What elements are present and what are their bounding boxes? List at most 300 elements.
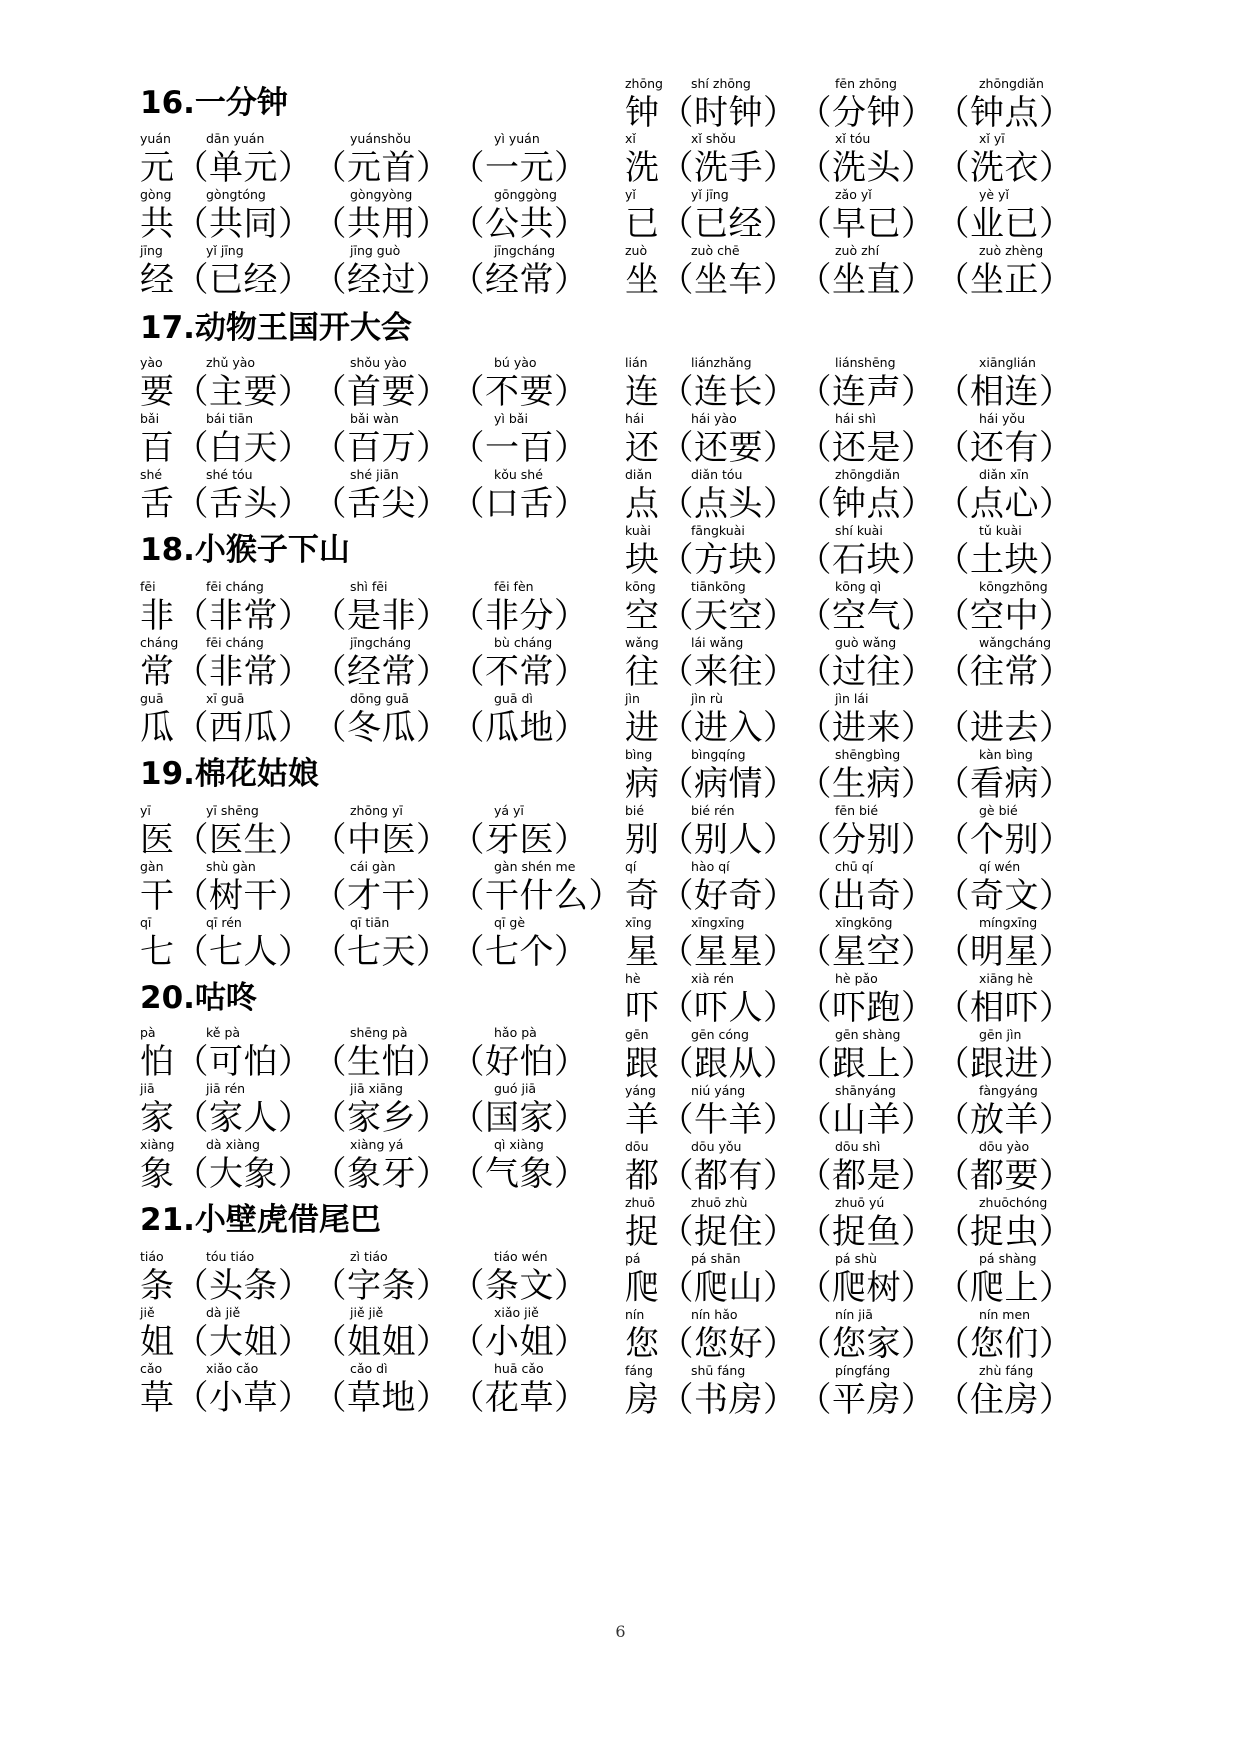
pinyin-line xyxy=(140,242,589,260)
hanzi-line xyxy=(625,1212,1074,1252)
word: 口舌 xyxy=(485,484,554,524)
word-pinyin: bìngqíng xyxy=(691,747,746,762)
lesson-heading: 20.咕咚 xyxy=(140,980,257,1016)
close-paren: ） xyxy=(1039,820,1074,860)
word-pinyin: xī guā xyxy=(206,691,245,706)
open-paren: （ xyxy=(935,932,970,972)
hanzi-line xyxy=(140,1154,589,1194)
word-pinyin: xǐ shǒu xyxy=(691,131,736,146)
word-pinyin: yì bǎi xyxy=(494,411,528,426)
word-pinyin: tiānkōng xyxy=(691,579,746,594)
word: 家乡 xyxy=(347,1098,416,1138)
hanzi-line xyxy=(625,1100,1074,1140)
head-character: 爬 xyxy=(625,1268,660,1308)
head-pinyin: yī xyxy=(140,803,151,818)
close-paren: ） xyxy=(278,204,313,244)
word-pinyin: píngfáng xyxy=(835,1363,891,1378)
open-paren: （ xyxy=(659,764,694,804)
close-paren: ） xyxy=(1039,932,1074,972)
open-paren: （ xyxy=(174,372,209,412)
pinyin-line xyxy=(625,1026,1074,1044)
close-paren: ） xyxy=(416,932,451,972)
open-paren: （ xyxy=(659,204,694,244)
open-paren: （ xyxy=(450,148,485,188)
close-paren: ） xyxy=(416,1322,451,1362)
word: 可怕 xyxy=(209,1042,278,1082)
word: 瓜地 xyxy=(485,708,554,748)
head-character: 常 xyxy=(140,652,175,692)
head-character: 坐 xyxy=(625,260,660,300)
close-paren: ） xyxy=(554,428,589,468)
close-paren: ） xyxy=(763,1156,798,1196)
word-pinyin: gēn cóng xyxy=(691,1027,749,1042)
vocab-row xyxy=(625,75,1074,137)
close-paren: ） xyxy=(554,596,589,636)
head-pinyin: zhuō xyxy=(625,1195,656,1210)
open-paren: （ xyxy=(935,596,970,636)
word: 还有 xyxy=(970,428,1039,468)
pinyin-line xyxy=(140,354,589,372)
vocab-row xyxy=(625,522,1074,584)
word-pinyin: bú yào xyxy=(494,355,537,370)
word-pinyin: jīng guò xyxy=(350,243,401,258)
word: 一百 xyxy=(485,428,554,468)
pinyin-line xyxy=(625,354,1074,372)
hanzi-line xyxy=(625,148,1074,188)
word: 早已 xyxy=(832,204,901,244)
open-paren: （ xyxy=(935,1324,970,1364)
close-paren: ） xyxy=(278,652,313,692)
word: 好奇 xyxy=(694,876,763,916)
close-paren: ） xyxy=(416,1378,451,1418)
pinyin-line xyxy=(625,242,1074,260)
open-paren: （ xyxy=(312,596,347,636)
word-pinyin: qí wén xyxy=(979,859,1021,874)
word: 冬瓜 xyxy=(347,708,416,748)
open-paren: （ xyxy=(797,1100,832,1140)
open-paren: （ xyxy=(450,1098,485,1138)
head-pinyin: cǎo xyxy=(140,1361,163,1376)
head-pinyin: hái xyxy=(625,411,645,426)
close-paren: ） xyxy=(1039,1212,1074,1252)
open-paren: （ xyxy=(935,1100,970,1140)
word: 西瓜 xyxy=(209,708,278,748)
word: 别人 xyxy=(694,820,763,860)
open-paren: （ xyxy=(659,372,694,412)
word-pinyin: zhuōchóng xyxy=(979,1195,1048,1210)
close-paren: ） xyxy=(901,1324,936,1364)
head-pinyin: qí xyxy=(625,859,637,874)
word: 过往 xyxy=(832,652,901,692)
word: 草地 xyxy=(347,1378,416,1418)
vocab-row xyxy=(140,130,589,192)
hanzi-line xyxy=(140,1322,589,1362)
word: 您们 xyxy=(970,1324,1039,1364)
open-paren: （ xyxy=(450,820,485,860)
close-paren: ） xyxy=(1039,428,1074,468)
head-character: 草 xyxy=(140,1378,175,1418)
open-paren: （ xyxy=(450,652,485,692)
word-pinyin: dōu yǒu xyxy=(691,1139,742,1154)
lesson-heading: 18.小猴子下山 xyxy=(140,532,350,568)
pinyin-line xyxy=(625,1194,1074,1212)
head-pinyin: dōu xyxy=(625,1139,649,1154)
word-pinyin: jìn lái xyxy=(835,691,869,706)
close-paren: ） xyxy=(901,932,936,972)
word-pinyin: liánzhǎng xyxy=(691,355,752,370)
close-paren: ） xyxy=(763,1100,798,1140)
word: 是非 xyxy=(347,596,416,636)
open-paren: （ xyxy=(659,820,694,860)
word-pinyin: nín jiā xyxy=(835,1307,873,1322)
pinyin-line xyxy=(625,1306,1074,1324)
word: 爬上 xyxy=(970,1268,1039,1308)
word-pinyin: fēn bié xyxy=(835,803,879,818)
word: 业已 xyxy=(970,204,1039,244)
head-character: 要 xyxy=(140,372,175,412)
hanzi-line xyxy=(140,1098,589,1138)
close-paren: ） xyxy=(1039,372,1074,412)
word-pinyin: kǒu shé xyxy=(494,467,543,482)
word-pinyin: fēn zhōng xyxy=(835,76,897,91)
word-pinyin: dà xiàng xyxy=(206,1137,260,1152)
word: 出奇 xyxy=(832,876,901,916)
head-pinyin: shé xyxy=(140,467,163,482)
close-paren: ） xyxy=(763,652,798,692)
open-paren: （ xyxy=(659,93,694,133)
close-paren: ） xyxy=(278,932,313,972)
word: 字条 xyxy=(347,1266,416,1306)
word-pinyin: tiáo wén xyxy=(494,1249,548,1264)
word-pinyin: pá shàng xyxy=(979,1251,1037,1266)
open-paren: （ xyxy=(935,93,970,133)
vocab-row xyxy=(140,354,589,416)
head-pinyin: qī xyxy=(140,915,152,930)
word: 点心 xyxy=(970,484,1039,524)
open-paren: （ xyxy=(659,596,694,636)
word-pinyin: shǒu yào xyxy=(350,355,407,370)
open-paren: （ xyxy=(450,1378,485,1418)
pinyin-line xyxy=(140,578,589,596)
open-paren: （ xyxy=(312,372,347,412)
word-pinyin: hái shì xyxy=(835,411,876,426)
word-pinyin: fēi cháng xyxy=(206,579,264,594)
pinyin-line xyxy=(140,1080,589,1098)
close-paren: ） xyxy=(763,820,798,860)
head-character: 象 xyxy=(140,1154,175,1194)
word: 石块 xyxy=(832,540,901,580)
head-pinyin: jiě xyxy=(140,1305,155,1320)
head-character: 舌 xyxy=(140,484,175,524)
close-paren: ） xyxy=(763,1268,798,1308)
vocab-row xyxy=(625,410,1074,472)
open-paren: （ xyxy=(935,540,970,580)
word-pinyin: jiě jiě xyxy=(350,1305,384,1320)
word: 分别 xyxy=(832,820,901,860)
word-pinyin: shēng pà xyxy=(350,1025,408,1040)
word-pinyin: yè yǐ xyxy=(979,187,1009,202)
word: 大象 xyxy=(209,1154,278,1194)
word: 不常 xyxy=(485,652,554,692)
word-pinyin: cǎo dì xyxy=(350,1361,388,1376)
open-paren: （ xyxy=(659,540,694,580)
word-pinyin: zuò chē xyxy=(691,243,740,258)
word-pinyin: hǎo pà xyxy=(494,1025,537,1040)
open-paren: （ xyxy=(659,652,694,692)
close-paren: ） xyxy=(763,204,798,244)
word: 共同 xyxy=(209,204,278,244)
word-pinyin: jiā xiāng xyxy=(350,1081,403,1096)
close-paren: ） xyxy=(554,372,589,412)
word: 主要 xyxy=(209,372,278,412)
word: 吓跑 xyxy=(832,988,901,1028)
word: 方块 xyxy=(694,540,763,580)
close-paren: ） xyxy=(763,708,798,748)
pinyin-line xyxy=(625,1082,1074,1100)
close-paren: ） xyxy=(1039,876,1074,916)
head-character: 经 xyxy=(140,260,175,300)
hanzi-line xyxy=(625,484,1074,524)
close-paren: ） xyxy=(763,484,798,524)
word: 七天 xyxy=(347,932,416,972)
word: 洗衣 xyxy=(970,148,1039,188)
open-paren: （ xyxy=(659,260,694,300)
word-pinyin: huā cǎo xyxy=(494,1361,544,1376)
word: 姐姐 xyxy=(347,1322,416,1362)
vocab-row xyxy=(625,466,1074,528)
word: 吓人 xyxy=(694,988,763,1028)
head-character: 条 xyxy=(140,1266,175,1306)
word: 一元 xyxy=(485,148,554,188)
vocab-row xyxy=(625,690,1074,752)
hanzi-line xyxy=(140,484,589,524)
word-pinyin: jīngcháng xyxy=(494,243,556,258)
close-paren: ） xyxy=(554,1098,589,1138)
word: 国家 xyxy=(485,1098,554,1138)
head-pinyin: yǐ xyxy=(625,187,636,202)
open-paren: （ xyxy=(797,93,832,133)
open-paren: （ xyxy=(797,1268,832,1308)
word-pinyin: zì tiáo xyxy=(350,1249,388,1264)
head-character: 家 xyxy=(140,1098,175,1138)
word: 经常 xyxy=(485,260,554,300)
word-pinyin: xīngkōng xyxy=(835,915,893,930)
close-paren: ） xyxy=(554,932,589,972)
close-paren: ） xyxy=(901,988,936,1028)
close-paren: ） xyxy=(763,428,798,468)
open-paren: （ xyxy=(659,1380,694,1420)
word: 奇文 xyxy=(970,876,1039,916)
close-paren: ） xyxy=(416,820,451,860)
word: 还要 xyxy=(694,428,763,468)
hanzi-line xyxy=(625,596,1074,636)
word-pinyin: niú yáng xyxy=(691,1083,746,1098)
open-paren: （ xyxy=(935,988,970,1028)
pinyin-line xyxy=(140,466,589,484)
head-character: 星 xyxy=(625,932,660,972)
word: 进去 xyxy=(970,708,1039,748)
open-paren: （ xyxy=(935,1156,970,1196)
pinyin-line xyxy=(625,130,1074,148)
open-paren: （ xyxy=(174,708,209,748)
close-paren: ） xyxy=(901,484,936,524)
head-character: 点 xyxy=(625,484,660,524)
word: 舌头 xyxy=(209,484,278,524)
word-pinyin: hái yǒu xyxy=(979,411,1025,426)
close-paren: ） xyxy=(1039,204,1074,244)
word-pinyin: yǐ jīng xyxy=(206,243,244,258)
word: 条文 xyxy=(485,1266,554,1306)
open-paren: （ xyxy=(797,820,832,860)
open-paren: （ xyxy=(450,372,485,412)
close-paren: ） xyxy=(554,1322,589,1362)
word: 来往 xyxy=(694,652,763,692)
lesson-heading: 21.小壁虎借尾巴 xyxy=(140,1202,381,1238)
hanzi-line xyxy=(140,260,589,300)
close-paren: ） xyxy=(278,428,313,468)
head-pinyin: cháng xyxy=(140,635,179,650)
vocab-row xyxy=(625,1306,1074,1368)
pinyin-line xyxy=(625,410,1074,428)
vocab-row xyxy=(625,1362,1074,1424)
word-pinyin: kōng qì xyxy=(835,579,882,594)
open-paren: （ xyxy=(174,652,209,692)
hanzi-line xyxy=(625,876,1074,916)
head-character: 元 xyxy=(140,148,175,188)
word: 家人 xyxy=(209,1098,278,1138)
close-paren: ） xyxy=(901,1100,936,1140)
open-paren: （ xyxy=(312,1322,347,1362)
open-paren: （ xyxy=(797,484,832,524)
vocab-row xyxy=(625,914,1074,976)
word: 七个 xyxy=(485,932,554,972)
open-paren: （ xyxy=(797,540,832,580)
hanzi-line xyxy=(140,708,589,748)
word: 非常 xyxy=(209,652,278,692)
close-paren: ） xyxy=(763,596,798,636)
pinyin-line xyxy=(625,1250,1074,1268)
vocab-row xyxy=(625,1138,1074,1200)
word: 时钟 xyxy=(694,93,763,133)
word: 不要 xyxy=(485,372,554,412)
word: 树干 xyxy=(209,876,278,916)
vocab-row xyxy=(625,354,1074,416)
word-pinyin: tóu tiáo xyxy=(206,1249,255,1264)
head-pinyin: fēi xyxy=(140,579,156,594)
head-pinyin: fáng xyxy=(625,1363,653,1378)
word-pinyin: diǎn tóu xyxy=(691,467,743,482)
word-pinyin: yá yī xyxy=(494,803,524,818)
open-paren: （ xyxy=(312,1154,347,1194)
head-character: 干 xyxy=(140,876,175,916)
word-pinyin: bǎi wàn xyxy=(350,411,399,426)
word-pinyin: cái gàn xyxy=(350,859,396,874)
close-paren: ） xyxy=(554,260,589,300)
open-paren: （ xyxy=(797,876,832,916)
word: 跟从 xyxy=(694,1044,763,1084)
word-pinyin: dōu yào xyxy=(979,1139,1030,1154)
word-pinyin: xiǎo jiě xyxy=(494,1305,539,1320)
vocab-row xyxy=(140,1136,589,1198)
word: 中医 xyxy=(347,820,416,860)
word: 还是 xyxy=(832,428,901,468)
close-paren: ） xyxy=(554,820,589,860)
word-pinyin: míngxīng xyxy=(979,915,1038,930)
word-pinyin: zhuō yú xyxy=(835,1195,885,1210)
head-pinyin: gēn xyxy=(625,1027,649,1042)
word: 气象 xyxy=(485,1154,554,1194)
close-paren: ） xyxy=(901,1212,936,1252)
close-paren: ） xyxy=(278,1042,313,1082)
open-paren: （ xyxy=(935,484,970,524)
close-paren: ） xyxy=(901,876,936,916)
close-paren: ） xyxy=(763,1324,798,1364)
close-paren: ） xyxy=(1039,540,1074,580)
open-paren: （ xyxy=(450,260,485,300)
head-character: 七 xyxy=(140,932,175,972)
word: 都是 xyxy=(832,1156,901,1196)
open-paren: （ xyxy=(797,260,832,300)
hanzi-line xyxy=(140,652,589,692)
word-pinyin: nín hǎo xyxy=(691,1307,738,1322)
word: 花草 xyxy=(485,1378,554,1418)
word: 生怕 xyxy=(347,1042,416,1082)
open-paren: （ xyxy=(174,1098,209,1138)
word-pinyin: hái yào xyxy=(691,411,737,426)
hanzi-line xyxy=(625,1324,1074,1364)
word: 捉鱼 xyxy=(832,1212,901,1252)
word-pinyin: yī shēng xyxy=(206,803,259,818)
word-pinyin: bù cháng xyxy=(494,635,553,650)
word-pinyin: yǐ jīng xyxy=(691,187,729,202)
open-paren: （ xyxy=(659,1044,694,1084)
word: 非常 xyxy=(209,596,278,636)
pinyin-line xyxy=(625,522,1074,540)
head-character: 您 xyxy=(625,1324,660,1364)
lesson-heading: 17.动物王国开大会 xyxy=(140,310,412,346)
close-paren: ） xyxy=(416,260,451,300)
hanzi-line xyxy=(625,204,1074,244)
vocab-row xyxy=(140,410,589,472)
close-paren: ） xyxy=(278,372,313,412)
open-paren: （ xyxy=(312,932,347,972)
close-paren: ） xyxy=(763,876,798,916)
word-pinyin: kě pà xyxy=(206,1025,241,1040)
close-paren: ） xyxy=(1039,260,1074,300)
hanzi-line xyxy=(140,1378,589,1418)
head-pinyin: bié xyxy=(625,803,645,818)
vocab-row xyxy=(140,466,589,528)
close-paren: ） xyxy=(416,596,451,636)
word-pinyin: shānyáng xyxy=(835,1083,896,1098)
open-paren: （ xyxy=(797,764,832,804)
word-pinyin: fēi cháng xyxy=(206,635,264,650)
word-pinyin: yuánshǒu xyxy=(350,131,411,146)
head-character: 进 xyxy=(625,708,660,748)
head-character: 百 xyxy=(140,428,175,468)
close-paren: ） xyxy=(416,1098,451,1138)
open-paren: （ xyxy=(450,932,485,972)
hanzi-line xyxy=(625,1044,1074,1084)
open-paren: （ xyxy=(935,708,970,748)
hanzi-line xyxy=(625,372,1074,412)
close-paren: ） xyxy=(278,1266,313,1306)
word: 舌尖 xyxy=(347,484,416,524)
open-paren: （ xyxy=(312,1042,347,1082)
open-paren: （ xyxy=(935,820,970,860)
open-paren: （ xyxy=(174,932,209,972)
pinyin-line xyxy=(140,1248,589,1266)
